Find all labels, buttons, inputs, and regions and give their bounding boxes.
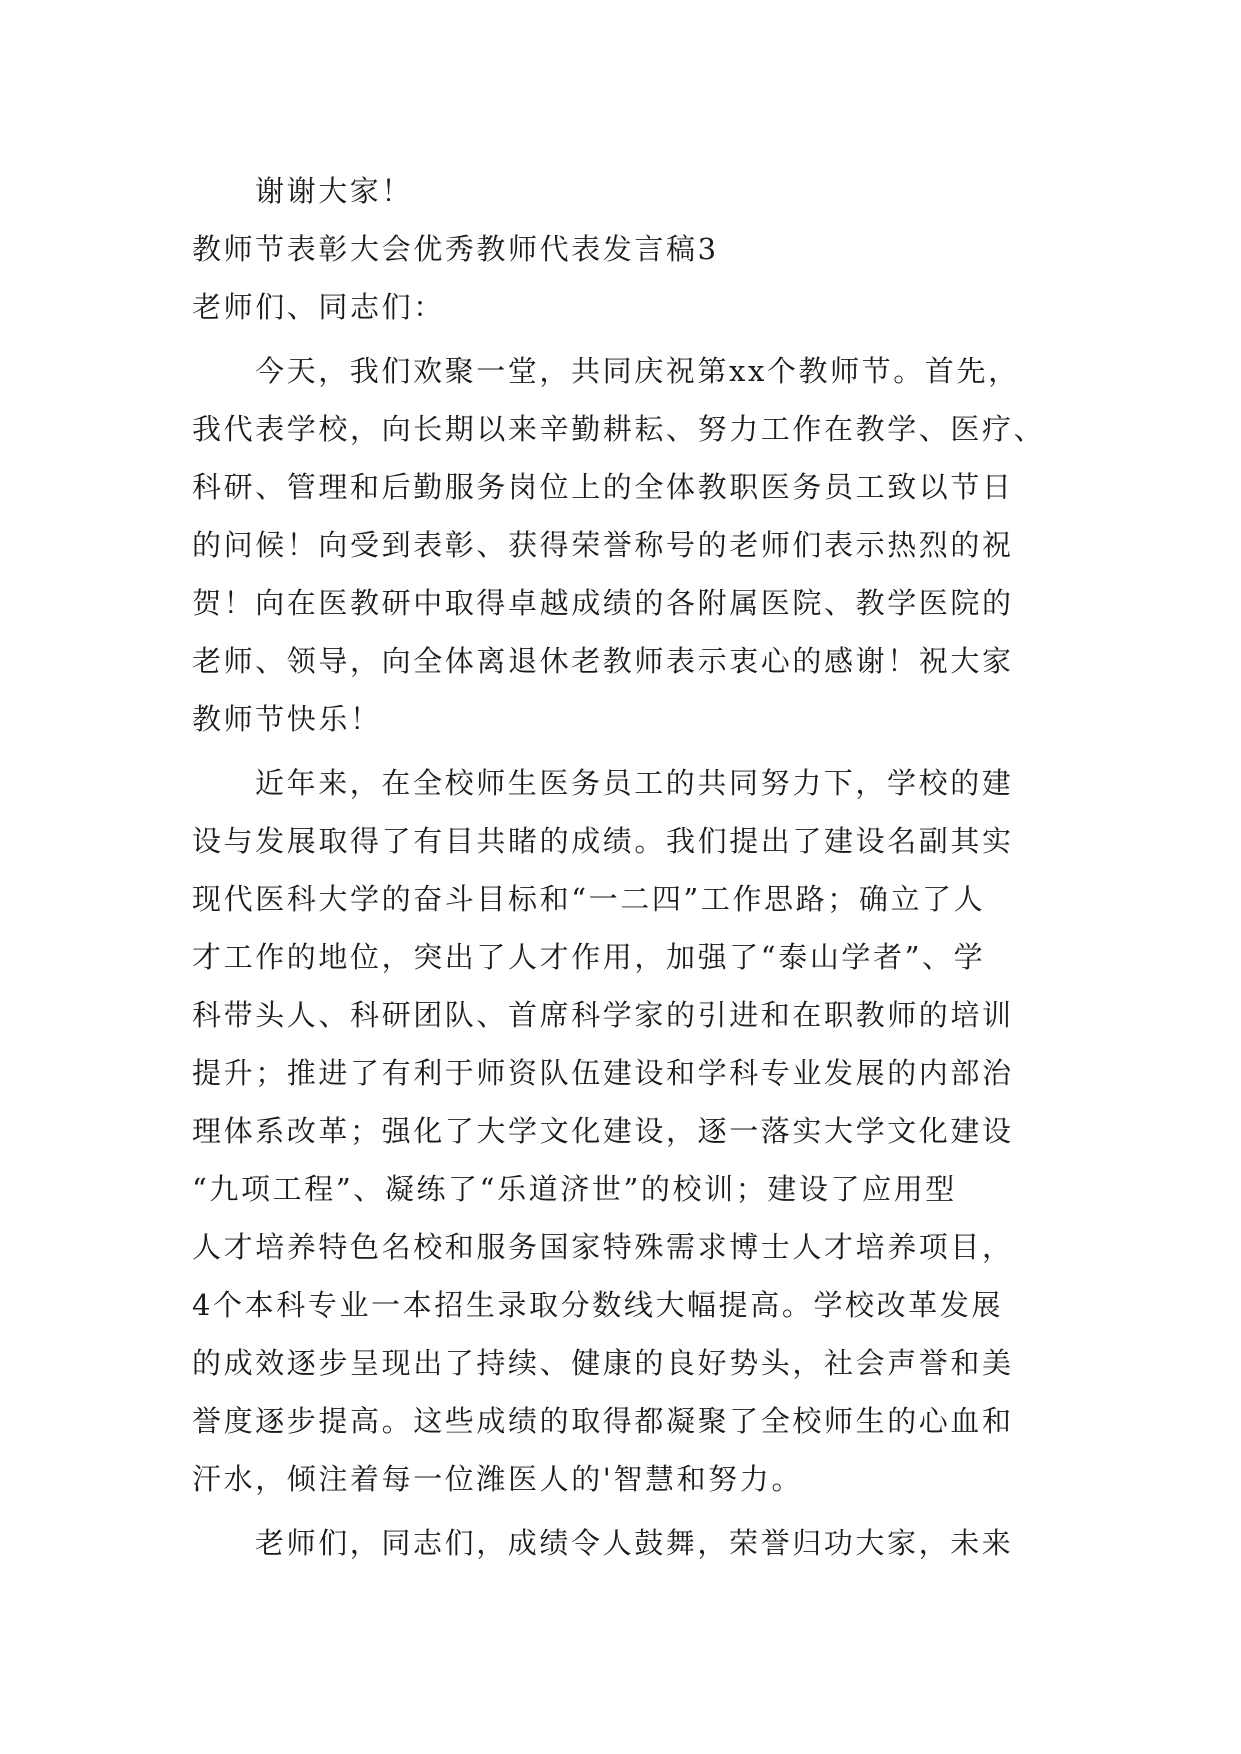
text-line: 誉度逐步提高。这些成绩的取得都凝聚了全校师生的心血和 bbox=[192, 1404, 1014, 1438]
text-line: 我代表学校，向长期以来辛勤耕耘、努力工作在教学、医疗、 bbox=[192, 412, 1046, 446]
text-line: 科带头人、科研团队、首席科学家的引进和在职教师的培训 bbox=[192, 998, 1014, 1032]
text-line: 现代医科大学的奋斗目标和“一二四”工作思路；确立了人 bbox=[192, 882, 986, 916]
text-line: 贺！向在医教研中取得卓越成绩的各附属医院、教学医院的 bbox=[192, 586, 1014, 620]
text-line: 今天，我们欢聚一堂，共同庆祝第xx个教师节。首先， bbox=[255, 354, 1020, 388]
document-title: 教师节表彰大会优秀教师代表发言稿3 bbox=[192, 232, 719, 266]
text-line: 教师节快乐！ bbox=[192, 702, 382, 736]
text-line: 人才培养特色名校和服务国家特殊需求博士人才培养项目， bbox=[192, 1230, 1014, 1264]
text-line: 的成效逐步呈现出了持续、健康的良好势头，社会声誉和美 bbox=[192, 1346, 1014, 1380]
text-line: 老师、领导，向全体离退休老教师表示衷心的感谢！祝大家 bbox=[192, 644, 1014, 678]
text-line: 理体系改革；强化了大学文化建设，逐一落实大学文化建设 bbox=[192, 1114, 1014, 1148]
text-line: “九项工程”、凝练了“乐道济世”的校训；建设了应用型 bbox=[192, 1172, 957, 1206]
paragraph-achievements bbox=[192, 754, 1052, 1508]
text-line: 近年来，在全校师生医务员工的共同努力下，学校的建 bbox=[255, 766, 1014, 800]
text-line: 才工作的地位，突出了人才作用，加强了“泰山学者”、学 bbox=[192, 940, 986, 974]
paragraph-closing bbox=[192, 1514, 1052, 1572]
text-line: 老师们，同志们，成绩令人鼓舞，荣誉归功大家，未来 bbox=[255, 1526, 1014, 1560]
text-line: 提升；推进了有利于师资队伍建设和学科专业发展的内部治 bbox=[192, 1056, 1014, 1090]
salutation: 老师们、同志们： bbox=[192, 290, 445, 324]
text-line: 科研、管理和后勤服务岗位上的全体教职医务员工致以节日 bbox=[192, 470, 1014, 504]
paragraph-opening bbox=[192, 342, 1052, 748]
document-body bbox=[192, 162, 1052, 1572]
text-line: 设与发展取得了有目共睹的成绩。我们提出了建设名副其实 bbox=[192, 824, 1014, 858]
text-line: 汗水，倾注着每一位潍医人的'智慧和努力。 bbox=[192, 1462, 803, 1496]
closing-line: 谢谢大家！ bbox=[255, 174, 414, 208]
text-line: 的问候！向受到表彰、获得荣誉称号的老师们表示热烈的祝 bbox=[192, 528, 1014, 562]
text-line: 4个本科专业一本招生录取分数线大幅提高。学校改革发展 bbox=[192, 1288, 1004, 1322]
